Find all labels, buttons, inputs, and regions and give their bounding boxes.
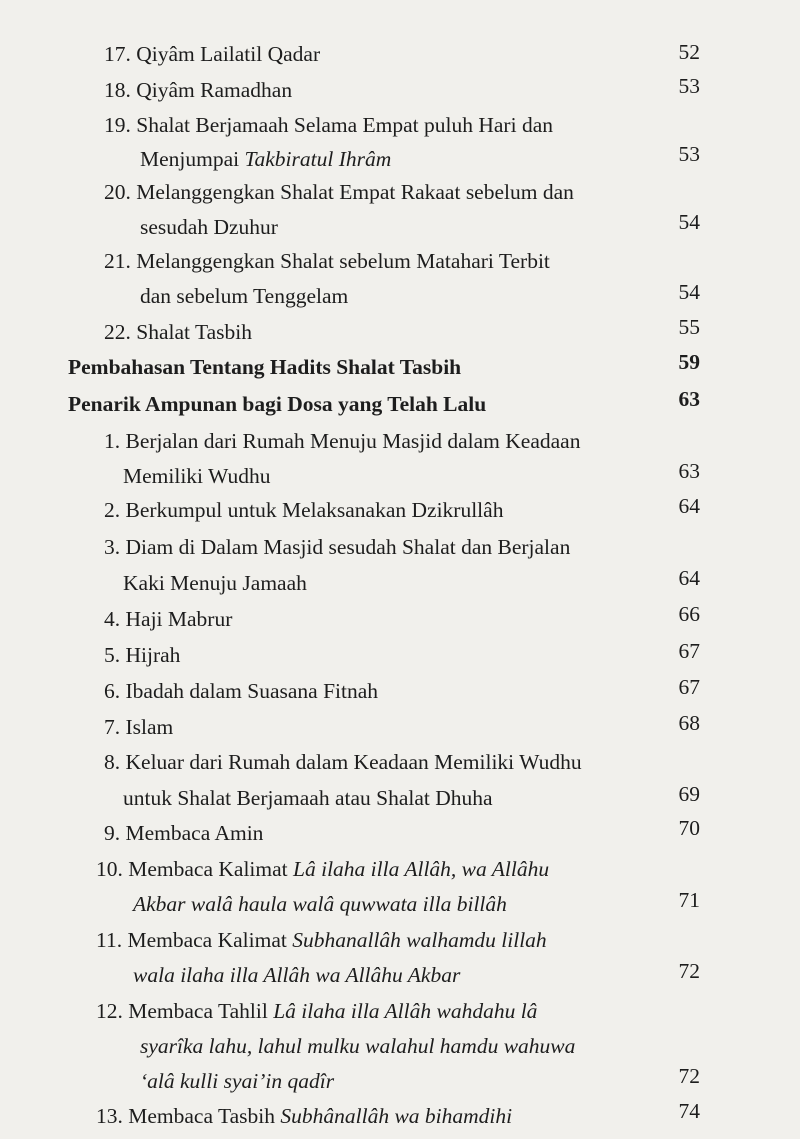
entry-title-line2: syarîka lahu, lahul mulku walahul hamdu wahuwa <box>140 1034 576 1058</box>
entry-title-line1: 1. Berjalan dari Rumah Menuju Masjid dalam Keadaan <box>104 429 581 453</box>
entry-title-line1: 3. Diam di Dalam Masjid sesudah Shalat dan Berjalan <box>104 535 571 559</box>
page-number: 71 <box>678 888 700 912</box>
entry-title-line2: Akbar walâ haula walâ quwwata illa billâh <box>133 892 507 916</box>
entry-title-line1 <box>96 1001 537 1023</box>
entry-title: 5. Hijrah <box>104 643 181 667</box>
entry-title: 17. Qiyâm Lailatil Qadar <box>104 42 321 66</box>
entry-title: 7. Islam <box>104 715 174 739</box>
entry-title-line2: dan sebelum Tenggelam <box>140 284 349 308</box>
page-number: 63 <box>678 387 700 411</box>
page-number: 69 <box>678 782 700 806</box>
entry-title: 2. Berkumpul untuk Melaksanakan Dzikrullâh <box>104 498 504 522</box>
entry-title: 6. Ibadah dalam Suasana Fitnah <box>104 679 379 703</box>
page-number: 70 <box>678 816 700 840</box>
entry-title-line3: ‘alâ kulli syai’in qadîr <box>140 1069 335 1093</box>
entry-title-line2: untuk Shalat Berjamaah atau Shalat Dhuha <box>123 786 493 810</box>
entry-italic-text: Lâ ilaha illa Allâh, wa Allâhu <box>293 857 550 881</box>
page-number: 72 <box>678 959 700 983</box>
entry-title: 9. Membaca Amin <box>104 821 264 845</box>
page-number: 67 <box>678 675 700 699</box>
entry-title-line2 <box>140 149 391 171</box>
section-title: Pembahasan Tentang Hadits Shalat Tasbih <box>68 355 462 379</box>
page-number: 54 <box>678 280 700 304</box>
entry-title-line2: Memiliki Wudhu <box>123 464 271 488</box>
entry-text: 13. Membaca Tasbih <box>96 1104 281 1128</box>
entry-title <box>96 1106 512 1128</box>
entry-title: 22. Shalat Tasbih <box>104 320 252 344</box>
entry-italic-text: Takbiratul Ihrâm <box>244 147 392 171</box>
entry-text: Menjumpai <box>140 147 245 171</box>
entry-title: 4. Haji Mabrur <box>104 607 233 631</box>
entry-text: 11. Membaca Kalimat <box>96 928 293 952</box>
entry-text: 10. Membaca Kalimat <box>96 857 294 881</box>
page-number: 74 <box>678 1099 700 1123</box>
entry-title-line1 <box>96 930 547 952</box>
page-number: 52 <box>678 40 700 64</box>
entry-italic-text: Subhânallâh wa bihamdihi <box>280 1104 513 1128</box>
entry-title-line1: 8. Keluar dari Rumah dalam Keadaan Memiliki Wudhu <box>104 750 582 774</box>
entry-title-line1: 21. Melanggengkan Shalat sebelum Matahari Terbit <box>104 249 550 273</box>
entry-italic-text: Subhanallâh walhamdu lillah <box>292 928 547 952</box>
section-title: Penarik Ampunan bagi Dosa yang Telah Lalu <box>68 392 487 416</box>
page-number: 67 <box>678 639 700 663</box>
entry-title-line1: 19. Shalat Berjamaah Selama Empat puluh Hari dan <box>104 113 553 137</box>
entry-title-line1: 20. Melanggengkan Shalat Empat Rakaat sebelum dan <box>104 180 574 204</box>
entry-italic-text: Lâ ilaha illa Allâh wahdahu lâ <box>273 999 538 1023</box>
page-number: 68 <box>678 711 700 735</box>
page-number: 64 <box>678 566 700 590</box>
page-number: 54 <box>678 210 700 234</box>
page-number: 66 <box>678 602 700 626</box>
page-number: 53 <box>678 74 700 98</box>
page-number: 63 <box>678 459 700 483</box>
page-number: 72 <box>678 1064 700 1088</box>
entry-title-line2: wala ilaha illa Allâh wa Allâhu Akbar <box>133 963 461 987</box>
entry-title-line2: Kaki Menuju Jamaah <box>123 571 307 595</box>
page-number: 59 <box>678 350 700 374</box>
entry-text: 12. Membaca Tahlil <box>96 999 274 1023</box>
page-number: 64 <box>678 494 700 518</box>
entry-title-line1 <box>96 859 549 881</box>
page-number: 55 <box>678 315 700 339</box>
entry-title: 18. Qiyâm Ramadhan <box>104 78 293 102</box>
entry-title-line2: sesudah Dzuhur <box>140 215 278 239</box>
page-number: 53 <box>678 142 700 166</box>
